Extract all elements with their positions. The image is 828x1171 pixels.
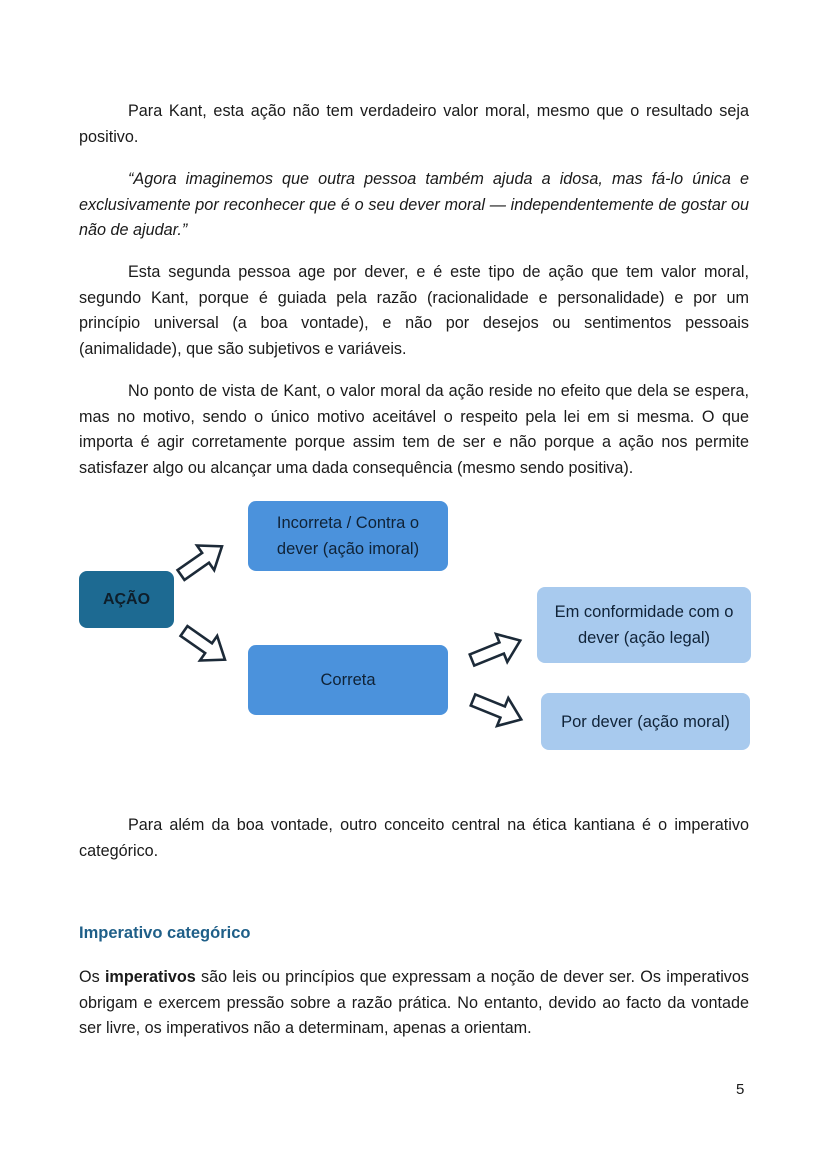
conformidade-box <box>537 587 751 663</box>
por-dever-box <box>541 693 750 750</box>
correta-box <box>248 645 448 715</box>
arrow-to-correta <box>175 619 233 672</box>
incorreta-label: Incorreta / Contra o dever (ação imoral) <box>276 514 420 558</box>
paragraph-valor-moral: Para Kant, esta ação não tem verdadeiro valor moral, mesmo que o resultado seja positivo. <box>79 102 749 146</box>
page-number: 5 <box>736 1081 745 1098</box>
incorreta-box <box>248 501 448 571</box>
paragraph-age-por-dever: Esta segunda pessoa age por dever, e é este tipo de ação que tem valor moral, segundo Kant, porque é guiada pela razão (racionalidade e personalidade) e por um princípio universal (a boa vontade), e não por desejos ou sentimentos pessoais (animalidade), que são subjetivos e variáveis. <box>79 263 749 358</box>
bold-term: imperativos <box>104 968 196 986</box>
acao-box <box>79 571 174 628</box>
conformidade-label: Em conformidade com o dever (ação legal) <box>554 603 734 647</box>
paragraph-ponto-de-vista: No ponto de vista de Kant, o valor moral da ação reside no efeito que dela se espera, mas no motivo, sendo o único motivo aceitável o respeito pela lei em si mesma. O que importa é agir corretamente porque assim tem de ser e não porque a ação nos permite satisfazer algo ou alcançar uma dada consequência (mesmo sendo positiva). <box>79 382 749 477</box>
arrow-to-conformidade <box>466 627 525 674</box>
acao-label: AÇÃO <box>102 590 151 608</box>
text-before: Os <box>79 968 105 986</box>
text-after: são leis ou princípios que expressam a noção de dever ser. Os imperativos obrigam e exercem pressão sobre a razão prática. No entanto, devido ao facto da vontade ser livre, os imperativos não a determinam, apenas a orientam. <box>79 968 749 1037</box>
quote-paragraph: “Agora imaginemos que outra pessoa também ajuda a idosa, mas fá-lo única e exclusivamente por reconhecer que é o seu dever moral — independentemente de gostar ou não de ajudar.” <box>79 170 749 239</box>
paragraph-boa-vontade: Para além da boa vontade, outro conceito central na ética kantiana é o imperativo categórico. <box>79 816 749 860</box>
por-dever-label: Por dever (ação moral) <box>561 712 730 731</box>
arrow-to-por-dever <box>467 686 526 733</box>
correta-label: Correta <box>320 671 376 689</box>
paragraph-imperativos <box>79 965 749 1042</box>
section-heading: Imperativo categórico <box>79 924 251 942</box>
arrow-to-incorreta <box>172 534 230 587</box>
